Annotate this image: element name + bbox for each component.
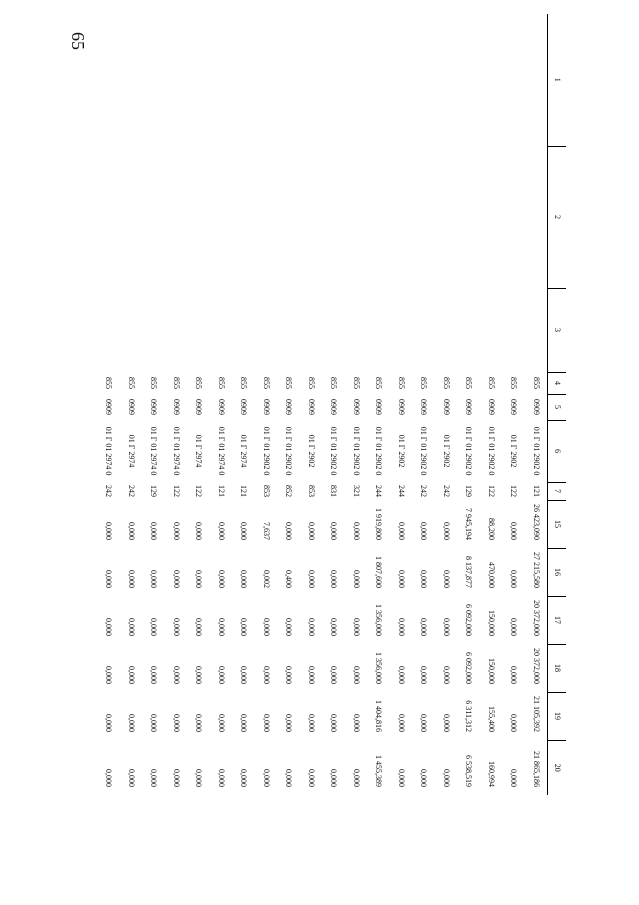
budget-table [97, 14, 566, 795]
table-cell-col-2 [435, 146, 458, 288]
table-cell-col-18: 0,000 [104, 666, 114, 684]
table-row [120, 14, 143, 795]
table-cell-col-17: 20 372,000 [531, 600, 541, 636]
table-cell-col-4: 855 [239, 377, 249, 389]
table-cell-col-18: 0,000 [419, 666, 429, 684]
table-cell-col-15: 0,000 [396, 522, 406, 540]
table-cell-col-16: 0,000 [216, 570, 226, 588]
table-cell-col-3 [367, 288, 390, 372]
table-cell-col-7: 122 [194, 485, 204, 497]
column-header-6: 6 [548, 420, 567, 482]
table-cell-col-7: 321 [351, 485, 361, 497]
table-cell-col-7: 121 [216, 485, 226, 497]
table-cell-col-20: 0,000 [104, 769, 114, 787]
table-cell-col-17: 0,000 [306, 618, 316, 636]
table-cell-col-3 [277, 288, 300, 372]
table-cell-col-5: 0909 [351, 399, 361, 415]
table-cell-col-1 [142, 14, 165, 146]
table-cell-col-3 [322, 288, 345, 372]
table-cell-col-6: 01 Г 2902 [306, 434, 316, 468]
table-cell-col-5: 0909 [149, 399, 159, 415]
table-cell-col-3 [210, 288, 233, 372]
table-cell-col-2 [502, 146, 525, 288]
table-row [165, 14, 188, 795]
table-cell-col-3 [480, 288, 503, 372]
column-header-16: 16 [548, 548, 567, 596]
table-cell-col-15: 26 423,090 [531, 504, 541, 540]
table-cell-col-16: 0,000 [149, 570, 159, 588]
table-cell-col-1 [232, 14, 255, 146]
table-cell-col-3 [435, 288, 458, 372]
table-cell-col-1 [345, 14, 368, 146]
table-cell-col-4: 855 [509, 377, 519, 389]
table-row [502, 14, 525, 795]
table-cell-col-18: 0,000 [329, 666, 339, 684]
table-cell-col-19: 6 311,312 [464, 700, 474, 732]
table-cell-col-2 [390, 146, 413, 288]
table-cell-col-2 [457, 146, 480, 288]
column-number-row [548, 14, 567, 795]
table-cell-col-1 [502, 14, 525, 146]
table-row [277, 14, 300, 795]
table-cell-col-6: 01 Г 01 2902 0 [486, 426, 496, 476]
table-cell-col-17: 0,000 [329, 618, 339, 636]
table-cell-col-15: 0,000 [419, 522, 429, 540]
page-number: 65 [68, 32, 88, 50]
table-cell-col-19: 0,000 [419, 714, 429, 732]
table-cell-col-5: 0909 [486, 399, 496, 415]
table-cell-col-6: 01 Г 2974 [194, 434, 204, 468]
table-cell-col-19: 0,000 [126, 714, 136, 732]
table-cell-col-18: 1 356,000 [374, 652, 384, 684]
table-cell-col-16: 0,000 [396, 570, 406, 588]
table-cell-col-7: 242 [126, 485, 136, 497]
table-cell-col-5: 0909 [329, 399, 339, 415]
table-cell-col-15: 0,000 [216, 522, 226, 540]
table-cell-col-20: 0,000 [194, 769, 204, 787]
table-cell-col-17: 1 356,000 [374, 604, 384, 636]
column-header-20: 20 [548, 740, 567, 795]
table-cell-col-3 [412, 288, 435, 372]
table-cell-col-7: 121 [239, 485, 249, 497]
table-cell-col-7: 244 [374, 485, 384, 497]
table-cell-col-18: 0,000 [509, 666, 519, 684]
table-cell-col-6: 01 Г 01 2902 0 [531, 426, 541, 476]
table-cell-col-3 [187, 288, 210, 372]
table-cell-col-19: 0,000 [216, 714, 226, 732]
table-cell-col-1 [390, 14, 413, 146]
table-cell-col-3 [165, 288, 188, 372]
table-cell-col-6: 01 Г 01 2902 0 [351, 426, 361, 476]
table-cell-col-19: 0,000 [261, 714, 271, 732]
table-row [390, 14, 413, 795]
table-cell-col-6: 01 Г 01 2974 0 [171, 426, 181, 476]
table-cell-col-5: 0909 [284, 399, 294, 415]
table-cell-col-2 [367, 146, 390, 288]
table-cell-col-17: 6 092,000 [464, 604, 474, 636]
table-cell-col-3 [232, 288, 255, 372]
table-cell-col-5: 0909 [509, 399, 519, 415]
table-cell-col-1 [210, 14, 233, 146]
table-cell-col-15: 0,000 [171, 522, 181, 540]
table-cell-col-1 [300, 14, 323, 146]
table-cell-col-16: 0,000 [239, 570, 249, 588]
table-cell-col-4: 855 [419, 377, 429, 389]
table-cell-col-20: 0,000 [261, 769, 271, 787]
table-cell-col-6: 01 Г 2974 [239, 434, 249, 468]
table-cell-col-4: 855 [171, 377, 181, 389]
table-cell-col-17: 0,000 [171, 618, 181, 636]
table-cell-col-18: 0,000 [126, 666, 136, 684]
table-cell-col-7: 242 [441, 485, 451, 497]
table-cell-col-3 [142, 288, 165, 372]
table-cell-col-5: 0909 [216, 399, 226, 415]
column-header-5: 5 [548, 394, 567, 420]
table-cell-col-1 [435, 14, 458, 146]
table-cell-col-7: 852 [284, 485, 294, 497]
table-cell-col-19: 0,000 [194, 714, 204, 732]
table-cell-col-16: 0,000 [329, 570, 339, 588]
table-cell-col-15: 0,000 [306, 522, 316, 540]
budget-table-sheet [104, 14, 566, 793]
table-cell-col-5: 0909 [171, 399, 181, 415]
table-cell-col-6: 01 Г 01 2902 0 [464, 426, 474, 476]
table-cell-col-7: 122 [486, 485, 496, 497]
table-cell-col-18: 0,000 [194, 666, 204, 684]
table-cell-col-5: 0909 [239, 399, 249, 415]
table-cell-col-1 [165, 14, 188, 146]
table-cell-col-16: 8 137,877 [464, 556, 474, 588]
table-cell-col-18: 0,000 [239, 666, 249, 684]
table-cell-col-2 [187, 146, 210, 288]
table-cell-col-16: 27 215,580 [531, 552, 541, 588]
table-cell-col-17: 0,000 [126, 618, 136, 636]
table-cell-col-7: 129 [464, 485, 474, 497]
table-cell-col-18: 150,000 [486, 658, 496, 684]
table-cell-col-1 [120, 14, 143, 146]
table-cell-col-17: 0,000 [396, 618, 406, 636]
table-cell-col-20: 0,000 [509, 769, 519, 787]
table-row [435, 14, 458, 795]
table-cell-col-6: 01 Г 01 2974 0 [216, 426, 226, 476]
table-cell-col-17: 0,000 [419, 618, 429, 636]
table-cell-col-15: 0,000 [126, 522, 136, 540]
table-cell-col-20: 0,000 [396, 769, 406, 787]
table-cell-col-19: 0,000 [509, 714, 519, 732]
table-cell-col-18: 0,000 [396, 666, 406, 684]
table-cell-col-18: 0,000 [306, 666, 316, 684]
table-cell-col-1 [322, 14, 345, 146]
table-cell-col-20: 0,000 [239, 769, 249, 787]
table-cell-col-15: 0,000 [149, 522, 159, 540]
table-cell-col-16: 0,000 [441, 570, 451, 588]
table-cell-col-2 [255, 146, 278, 288]
table-cell-col-19: 155,400 [486, 706, 496, 732]
table-row [457, 14, 480, 795]
table-cell-col-15: 0,000 [284, 522, 294, 540]
column-header-2: 2 [548, 146, 567, 288]
table-cell-col-6: 01 Г 01 2974 0 [149, 426, 159, 476]
table-cell-col-4: 855 [126, 377, 136, 389]
column-header-1: 1 [548, 14, 567, 146]
table-cell-col-6: 01 Г 2902 [509, 434, 519, 468]
table-cell-col-4: 855 [486, 377, 496, 389]
table-row [480, 14, 503, 795]
table-cell-col-16: 0,000 [104, 570, 114, 588]
table-cell-col-6: 01 Г 01 2902 0 [284, 426, 294, 476]
table-cell-col-1 [412, 14, 435, 146]
table-cell-col-20: 0,000 [284, 769, 294, 787]
table-row [187, 14, 210, 795]
table-row [255, 14, 278, 795]
table-cell-col-1 [367, 14, 390, 146]
table-cell-col-18: 20 372,000 [531, 648, 541, 684]
table-cell-col-4: 855 [149, 377, 159, 389]
table-cell-col-18: 0,000 [351, 666, 361, 684]
table-cell-col-19: 1 404,816 [374, 700, 384, 732]
table-cell-col-1 [525, 14, 548, 146]
table-cell-col-20: 1 455,389 [374, 755, 384, 787]
table-cell-col-16: 470,000 [486, 562, 496, 588]
column-header-19: 19 [548, 692, 567, 740]
table-cell-col-20: 0,000 [126, 769, 136, 787]
table-cell-col-5: 0909 [441, 399, 451, 415]
table-cell-col-3 [457, 288, 480, 372]
table-cell-col-2 [277, 146, 300, 288]
table-cell-col-17: 0,000 [104, 618, 114, 636]
table-cell-col-17: 0,000 [441, 618, 451, 636]
table-cell-col-16: 0,000 [194, 570, 204, 588]
table-cell-col-15: 0,000 [329, 522, 339, 540]
table-cell-col-6: 01 Г 01 2902 0 [329, 426, 339, 476]
table-cell-col-4: 855 [216, 377, 226, 389]
table-cell-col-7: 122 [171, 485, 181, 497]
table-cell-col-16: 0,000 [351, 570, 361, 588]
table-cell-col-20: 0,000 [419, 769, 429, 787]
table-cell-col-19: 0,000 [329, 714, 339, 732]
table-cell-col-3 [255, 288, 278, 372]
table-cell-col-17: 0,000 [261, 618, 271, 636]
table-cell-col-15: 0,000 [441, 522, 451, 540]
table-cell-col-5: 0909 [306, 399, 316, 415]
table-row [525, 14, 548, 795]
table-cell-col-20: 0,000 [306, 769, 316, 787]
table-cell-col-4: 855 [194, 377, 204, 389]
table-cell-col-6: 01 Г 01 2902 0 [261, 426, 271, 476]
table-cell-col-2 [322, 146, 345, 288]
table-cell-col-4: 855 [374, 377, 384, 389]
table-cell-col-20: 21 865,186 [531, 751, 541, 787]
table-cell-col-4: 855 [104, 377, 114, 389]
table-cell-col-15: 0,000 [509, 522, 519, 540]
table-row [367, 14, 390, 795]
table-cell-col-5: 0909 [419, 399, 429, 415]
table-cell-col-6: 01 Г 2902 [441, 434, 451, 468]
table-cell-col-15: 0,000 [351, 522, 361, 540]
table-cell-col-3 [502, 288, 525, 372]
table-cell-col-2 [300, 146, 323, 288]
table-cell-col-2 [120, 146, 143, 288]
table-cell-col-5: 0909 [104, 399, 114, 415]
table-cell-col-2 [142, 146, 165, 288]
table-cell-col-4: 855 [306, 377, 316, 389]
table-cell-col-16: 0,000 [419, 570, 429, 588]
table-cell-col-1 [480, 14, 503, 146]
table-cell-col-17: 150,000 [486, 610, 496, 636]
table-cell-col-20: 0,000 [329, 769, 339, 787]
table-cell-col-17: 0,000 [509, 618, 519, 636]
table-row [345, 14, 368, 795]
table-cell-col-4: 855 [464, 377, 474, 389]
table-cell-col-19: 0,000 [284, 714, 294, 732]
table-cell-col-2 [97, 146, 120, 288]
column-header-7: 7 [548, 482, 567, 500]
table-cell-col-7: 242 [104, 485, 114, 497]
table-cell-col-1 [255, 14, 278, 146]
table-cell-col-19: 0,000 [306, 714, 316, 732]
table-cell-col-16: 0,000 [509, 570, 519, 588]
table-cell-col-18: 0,000 [261, 666, 271, 684]
table-cell-col-19: 0,000 [239, 714, 249, 732]
table-cell-col-19: 0,000 [104, 714, 114, 732]
table-cell-col-19: 21 105,392 [531, 696, 541, 732]
table-cell-col-4: 855 [329, 377, 339, 389]
table-cell-col-2 [210, 146, 233, 288]
table-cell-col-18: 0,000 [441, 666, 451, 684]
table-row [300, 14, 323, 795]
table-cell-col-18: 0,000 [216, 666, 226, 684]
column-header-15: 15 [548, 500, 567, 548]
table-cell-col-16: 0,000 [126, 570, 136, 588]
table-cell-col-17: 0,000 [284, 618, 294, 636]
table-cell-col-20: 160,994 [486, 761, 496, 787]
table-cell-col-1 [277, 14, 300, 146]
table-cell-col-7: 242 [419, 485, 429, 497]
table-cell-col-16: 0,002 [261, 570, 271, 588]
table-cell-col-7: 831 [329, 485, 339, 497]
table-cell-col-15: 0,000 [194, 522, 204, 540]
table-cell-col-18: 0,000 [171, 666, 181, 684]
table-row [322, 14, 345, 795]
table-cell-col-1 [97, 14, 120, 146]
table-cell-col-5: 0909 [464, 399, 474, 415]
table-cell-col-20: 0,000 [216, 769, 226, 787]
table-cell-col-19: 0,000 [171, 714, 181, 732]
table-cell-col-18: 0,000 [149, 666, 159, 684]
table-cell-col-6: 01 Г 2974 [126, 434, 136, 468]
table-cell-col-7: 853 [261, 485, 271, 497]
table-cell-col-7: 121 [531, 485, 541, 497]
table-cell-col-4: 855 [261, 377, 271, 389]
table-cell-col-6: 01 Г 01 2974 0 [104, 426, 114, 476]
table-cell-col-17: 0,000 [216, 618, 226, 636]
table-cell-col-1 [457, 14, 480, 146]
table-cell-col-19: 0,000 [396, 714, 406, 732]
table-cell-col-20: 0,000 [171, 769, 181, 787]
table-cell-col-5: 0909 [194, 399, 204, 415]
table-cell-col-5: 0909 [396, 399, 406, 415]
table-cell-col-3 [300, 288, 323, 372]
table-cell-col-4: 855 [396, 377, 406, 389]
table-row [412, 14, 435, 795]
table-body [97, 14, 548, 795]
table-cell-col-3 [120, 288, 143, 372]
column-header-18: 18 [548, 644, 567, 692]
table-cell-col-15: 88,200 [486, 518, 496, 540]
table-cell-col-5: 0909 [374, 399, 384, 415]
column-header-17: 17 [548, 596, 567, 644]
table-cell-col-4: 855 [284, 377, 294, 389]
table-cell-col-15: 0,000 [104, 522, 114, 540]
table-cell-col-19: 0,000 [351, 714, 361, 732]
table-row [232, 14, 255, 795]
table-cell-col-16: 0,000 [306, 570, 316, 588]
table-row [97, 14, 120, 795]
table-cell-col-7: 853 [306, 485, 316, 497]
table-cell-col-17: 0,000 [194, 618, 204, 636]
table-cell-col-3 [345, 288, 368, 372]
table-cell-col-2 [165, 146, 188, 288]
table-cell-col-5: 0909 [261, 399, 271, 415]
table-cell-col-7: 129 [149, 485, 159, 497]
table-cell-col-15: 0,000 [239, 522, 249, 540]
table-cell-col-2 [480, 146, 503, 288]
table-cell-col-17: 0,000 [149, 618, 159, 636]
table-cell-col-6: 01 Г 01 2902 0 [374, 426, 384, 476]
table-cell-col-18: 0,000 [284, 666, 294, 684]
column-header-4: 4 [548, 372, 567, 394]
table-cell-col-3 [97, 288, 120, 372]
table-cell-col-2 [412, 146, 435, 288]
table-cell-col-2 [525, 146, 548, 288]
table-cell-col-4: 855 [531, 377, 541, 389]
table-cell-col-16: 1 807,600 [374, 556, 384, 588]
column-header-3: 3 [548, 288, 567, 372]
table-cell-col-3 [390, 288, 413, 372]
table-cell-col-4: 855 [441, 377, 451, 389]
table-cell-col-15: 7 945,194 [464, 508, 474, 540]
table-row [142, 14, 165, 795]
table-cell-col-17: 0,000 [351, 618, 361, 636]
table-cell-col-7: 244 [396, 485, 406, 497]
table-cell-col-7: 122 [509, 485, 519, 497]
table-cell-col-5: 0909 [126, 399, 136, 415]
table-cell-col-2 [232, 146, 255, 288]
table-cell-col-2 [345, 146, 368, 288]
table-cell-col-20: 0,000 [351, 769, 361, 787]
table-cell-col-6: 01 Г 2902 [396, 434, 406, 468]
table-cell-col-6: 01 Г 01 2902 0 [419, 426, 429, 476]
table-cell-col-1 [187, 14, 210, 146]
table-cell-col-4: 855 [351, 377, 361, 389]
table-cell-col-5: 0909 [531, 399, 541, 415]
table-cell-col-19: 0,000 [441, 714, 451, 732]
table-cell-col-19: 0,000 [149, 714, 159, 732]
table-row [210, 14, 233, 795]
table-cell-col-15: 7,637 [261, 522, 271, 540]
table-cell-col-20: 0,000 [149, 769, 159, 787]
table-cell-col-16: 0,000 [171, 570, 181, 588]
table-cell-col-17: 0,000 [239, 618, 249, 636]
table-cell-col-18: 6 092,000 [464, 652, 474, 684]
table-cell-col-15: 1 919,800 [374, 508, 384, 540]
table-cell-col-20: 0,000 [441, 769, 451, 787]
table-cell-col-16: 0,400 [284, 570, 294, 588]
table-cell-col-3 [525, 288, 548, 372]
table-cell-col-20: 6 538,519 [464, 755, 474, 787]
